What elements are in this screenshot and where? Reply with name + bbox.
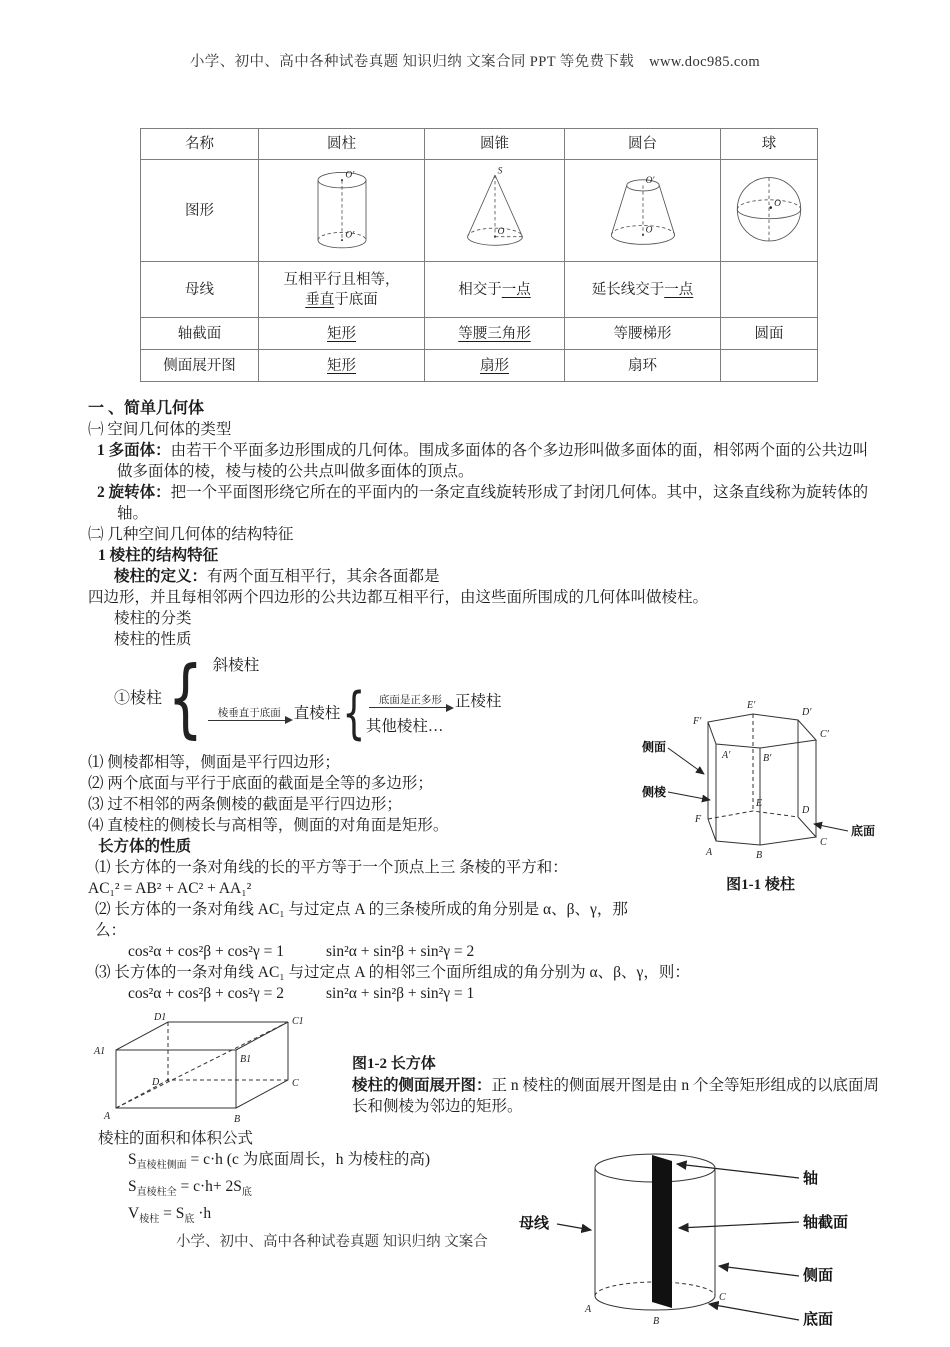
para-polyhedron: [88, 440, 883, 482]
outer-brace: {: [167, 648, 204, 748]
figure-1-2-block: [88, 1010, 883, 1128]
side-edge-label: 侧棱: [642, 785, 667, 799]
vertex-a1: A1: [94, 1046, 106, 1057]
flowchart-sub-branches: [366, 691, 502, 737]
cuboid-outline: [116, 1022, 288, 1108]
table-cell: 延长线交于一点: [565, 262, 721, 318]
prism-classification-chart: [114, 648, 628, 748]
cone-center-label: O: [497, 226, 504, 237]
subscript-base: 底: [241, 1187, 252, 1199]
vertex-c: C: [719, 1292, 726, 1303]
table-cell: [721, 262, 818, 318]
sin-identity-1: sin²α + sin²β + sin²γ = 2: [326, 943, 475, 960]
frustum-bottom-center-label: O: [645, 224, 652, 235]
table-header-row: [141, 129, 818, 160]
cos-identity-1: cos²α + cos²β + cos²γ = 1: [128, 943, 285, 960]
cuboid-property-2: ⑵ 长方体的一条对角线 AC₁ 与过定点 A 的三条棱所成的角分别是 α、β、γ，那么：: [95, 901, 628, 939]
vertex-d-prime: D′: [802, 707, 812, 718]
subscript-prism: 棱柱: [139, 1214, 160, 1226]
cuboid-formula-2: [88, 941, 883, 962]
polyhedron-text: 由若干个平面多边形围成的几何体。围成多面体的各个多边形叫做多面体的面，相邻两个面的公共边叫做多面体的棱，棱与棱的公共点叫做多面体的顶点。: [117, 442, 869, 480]
table-cell: 相交于一点: [425, 262, 565, 318]
table-cell: 扇环: [565, 350, 721, 382]
frustum-top-center-label: O′: [645, 175, 654, 186]
table-header-name: 名称: [141, 129, 259, 160]
frustum-diagram: [596, 163, 690, 259]
cuboid-diagram: [88, 1010, 338, 1128]
cylinder-diagram: [299, 163, 385, 259]
cylinder-top-center-label: O′: [344, 170, 354, 181]
flowchart-condition-1: 棱垂直于底面: [217, 707, 281, 719]
vertex-f-prime: F′: [693, 716, 702, 727]
subsection-features: ㈡ 几种空间几何体的结构特征: [88, 526, 294, 543]
table-row-label: 母线: [141, 262, 259, 318]
prism-property-4: ⑷ 直棱柱的侧棱长与高相等，侧面的对角面是矩形。: [88, 817, 449, 834]
sphere-figure-cell: [721, 160, 818, 262]
vertex-e-prime: E′: [747, 700, 756, 711]
para-revolution-solid: [88, 482, 883, 524]
table-row-axial-section: [141, 318, 818, 350]
document-body: [88, 398, 883, 1253]
flowchart-right-prism: 直棱柱: [293, 705, 341, 722]
sphere-outline: [737, 177, 800, 240]
figure-1-2-caption: 图1-2 长方体: [352, 1056, 436, 1072]
heading-cuboid-properties: 长方体的性质: [98, 838, 192, 855]
cuboid-formula-1: AC₁² = AB² + AC² + AA₁²: [88, 880, 252, 897]
formula-volume-rest2: ·h: [194, 1205, 212, 1223]
flowchart-arrow-2: [369, 694, 452, 708]
generatrix-label: 母线: [519, 1216, 550, 1232]
prism-definition-term: 棱柱的定义：: [114, 568, 208, 585]
page-footer-text: 小学、初中、高中各种试卷真题 知识归纳 文案合: [176, 1234, 488, 1251]
vertex-a: A: [706, 847, 713, 858]
prism-property-2: ⑵ 两个底面与平行于底面的截面是全等的多边形；: [88, 775, 433, 792]
figure-1-1-prism: [638, 694, 883, 896]
axial-section-shape: [652, 1155, 672, 1308]
prism-definition: [88, 566, 883, 587]
base-label: 底面: [851, 824, 876, 838]
formula-volume-rest: = S: [159, 1205, 185, 1223]
prism-outline: [708, 714, 816, 845]
cuboid-formula-3: [88, 983, 883, 1004]
sphere-diagram: [726, 163, 812, 259]
vertex-b-prime: B′: [763, 753, 772, 764]
cylinder-bottom-center-label: O′: [344, 230, 354, 241]
table-row-label-figure: 图形: [141, 160, 259, 262]
heading-prism-features: 1 棱柱的结构特征: [98, 547, 219, 564]
table-cell: 圆面: [721, 318, 818, 350]
table-row-label: 轴截面: [141, 318, 259, 350]
table-row-unfolded-surface: [141, 350, 818, 382]
inner-brace: {: [342, 680, 366, 746]
unfolded-surface-term: 棱柱的侧面展开图：: [352, 1077, 492, 1094]
arrow-shaft: [208, 720, 291, 721]
axis-label: 轴: [803, 1171, 819, 1187]
prism-property-1: ⑴ 侧棱都相等，侧面是平行四边形；: [88, 754, 340, 771]
sphere-center-label: O: [774, 198, 781, 209]
cone-outline: [467, 175, 522, 245]
vertex-c: C: [820, 837, 827, 848]
table-header-frustum: 圆台: [565, 129, 721, 160]
page-header-text: 小学、初中、高中各种试卷真题 知识归纳 文案合同 PPT 等免费下载 www.doc985.com: [189, 54, 761, 70]
symbol-s: S: [128, 1178, 137, 1196]
table-header-sphere: 球: [721, 129, 818, 160]
cylinder-callout-arrows: [557, 1164, 799, 1320]
heading-area-volume-formulas: 棱柱的面积和体积公式: [98, 1130, 254, 1147]
flowchart-right-branch: [205, 680, 502, 746]
revolution-term: 2 旋转体：: [97, 484, 171, 501]
vertex-b: B: [653, 1316, 660, 1327]
vertex-b: B: [756, 850, 763, 861]
table-cell: 等腰三角形: [425, 318, 565, 350]
vertex-c-prime: C′: [820, 729, 829, 740]
vertex-a-prime: A′: [722, 750, 731, 761]
formula-total-rest: = c·h+ 2S: [176, 1178, 242, 1196]
subscript-total: 直棱柱全: [136, 1187, 177, 1199]
vertex-e: E: [756, 798, 763, 809]
para-unfolded-surface: [352, 1075, 883, 1117]
solids-comparison-table: [140, 128, 818, 382]
vertex-d: D: [152, 1077, 160, 1088]
flowchart-regular-branch: [366, 691, 502, 712]
cylinder-outline: [318, 172, 366, 247]
flowchart-other-prisms: 其他棱柱…: [365, 717, 444, 735]
vertex-a: A: [104, 1111, 111, 1122]
prism-property-3: ⑶ 过不相邻的两条侧棱的截面是平行四边形；: [88, 796, 402, 813]
base-surface-label: 底面: [803, 1312, 834, 1328]
table-cell: [721, 350, 818, 382]
side-face-label: 侧面: [642, 740, 667, 754]
table-cell: 等腰梯形: [565, 318, 721, 350]
vertex-a: A: [585, 1304, 592, 1315]
flowchart-oblique-prism: 斜棱柱: [212, 656, 260, 674]
section-title: 一 、简单几何体: [88, 400, 205, 417]
cylinder-figure-cell: [259, 160, 425, 262]
prism-definition-cont: 四边形，并且每相邻两个四边形的公共边都互相平行，由这些面所围成的几何体叫做棱柱。: [88, 589, 709, 606]
formula-lateral-rest: = c·h (c 为底面周长，h 为棱柱的高): [186, 1151, 430, 1168]
lateral-surface-label: 侧面: [803, 1268, 834, 1284]
table-cell: 互相平行且相等， 垂直于底面: [259, 262, 425, 318]
figure-1-1-caption: 图1-1 棱柱: [726, 877, 795, 893]
vertex-c: C: [292, 1078, 299, 1089]
flowchart-root-label: ①棱柱: [114, 689, 163, 707]
subscript-lateral: 直棱柱侧面: [136, 1160, 187, 1172]
vertex-b1: B1: [240, 1054, 252, 1065]
vertex-f: F: [695, 814, 702, 825]
symbol-v: V: [128, 1205, 140, 1223]
vertex-b: B: [234, 1114, 241, 1125]
vertex-d1: D1: [154, 1012, 167, 1023]
axial-section-label: 轴截面: [803, 1215, 849, 1231]
cuboid-property-1: ⑴ 长方体的一条对角线的长的平方等于一个顶点上三 条棱的平方和：: [95, 859, 568, 876]
arrow-shaft: [369, 707, 452, 708]
subscript-base: 底: [184, 1214, 195, 1226]
figure-1-2-text: [338, 1010, 883, 1128]
flowchart-regular-prism: 正棱柱: [454, 692, 502, 710]
table-row-generatrix: [141, 262, 818, 318]
cos-identity-2: cos²α + cos²β + cos²γ = 2: [128, 985, 285, 1002]
table-header-cylinder: 圆柱: [259, 129, 425, 160]
vertex-d: D: [802, 805, 810, 816]
table-cell: 矩形: [259, 318, 425, 350]
prism-definition-text: 有两个面互相平行，其余各面都是: [207, 568, 440, 585]
vertex-c1: C1: [292, 1016, 304, 1027]
subsection-types: ㈠ 空间几何体的类型: [88, 421, 232, 438]
cone-apex-label: S: [497, 165, 502, 176]
prism-classification-line: 棱柱的分类: [114, 610, 192, 627]
flowchart-condition-2: 底面是正多形: [378, 695, 442, 706]
unfolded-surface-text: 正 n 棱柱的侧面展开图是由 n 个全等矩形组成的以底面周长和侧棱为邻边的矩形。: [352, 1077, 880, 1115]
sin-identity-2: sin²α + sin²β + sin²γ = 1: [326, 985, 475, 1002]
table-header-cone: 圆锥: [425, 129, 565, 160]
cone-figure-cell: [425, 160, 565, 262]
table-cell: 扇形: [425, 350, 565, 382]
cuboid-property-3: ⑶ 长方体的一条对角线 AC₁ 与过定点 A 的相邻三个面所组成的角分别为 α、β、γ，则：: [95, 964, 690, 981]
frustum-figure-cell: [565, 160, 721, 262]
table-cell: 矩形: [259, 350, 425, 382]
cylinder-parts-diagram: [505, 1128, 865, 1343]
symbol-s: S: [128, 1151, 137, 1168]
cone-diagram: [452, 163, 538, 259]
polyhedron-term: 1 多面体：: [97, 442, 171, 459]
flowchart-branches: [205, 655, 502, 746]
prism-properties-line: 棱柱的性质: [114, 631, 192, 648]
flowchart-arrow-1: [208, 707, 291, 721]
table-figure-row: [141, 160, 818, 262]
hexagonal-prism-diagram: [638, 694, 878, 872]
figure-cylinder-parts: [505, 1128, 865, 1347]
revolution-text: 把一个平面图形绕它所在的平面内的一条定直线旋转形成了封闭几何体。其中，这条直线称为旋转体的轴。: [117, 484, 869, 522]
table-row-label: 侧面展开图: [141, 350, 259, 382]
